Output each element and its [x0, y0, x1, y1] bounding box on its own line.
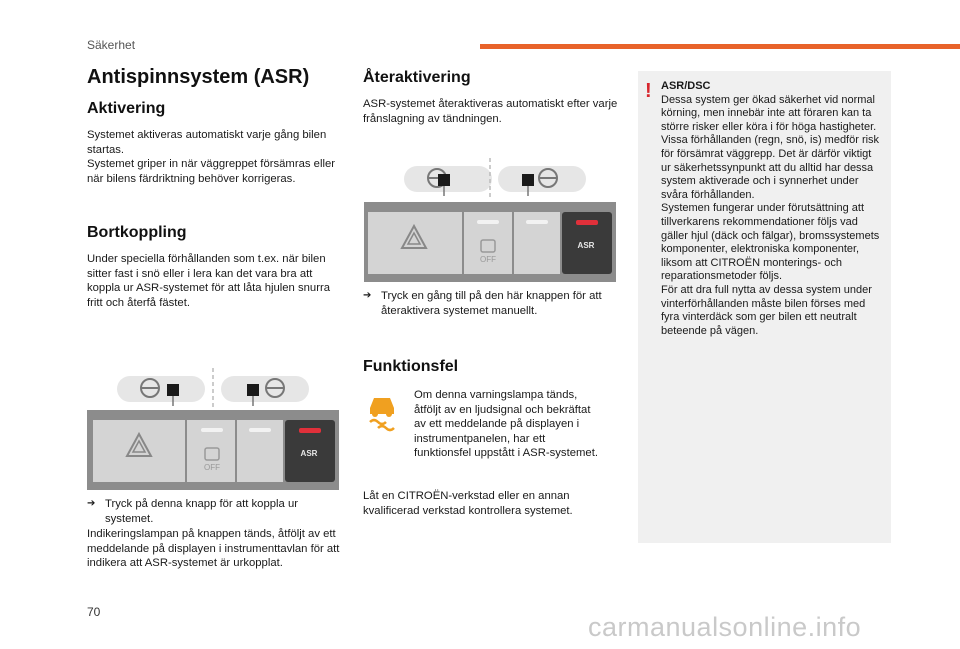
asr-indicator-lamp — [299, 428, 321, 433]
header-accent-bar — [480, 44, 960, 49]
disabling-heading: Bortkoppling — [87, 224, 187, 241]
asr-indicator-lamp — [576, 220, 598, 225]
activation-heading: Aktivering — [87, 100, 166, 117]
asr-button-illustration-on — [364, 158, 616, 282]
off-label: OFF — [480, 255, 496, 264]
watermark: carmanualsonline.info — [588, 612, 862, 642]
warning-note — [661, 80, 883, 338]
disabling-after-text: Indikeringslampan på knappen tänds, åtföljt av ett meddelande på displayen i instrumenttavlan för att indikera att ASR-systemet är urkopplat. — [87, 528, 340, 569]
disabling-bullet — [87, 497, 345, 526]
disabling-text: Under speciella förhållanden som t.ex. när bilen sitter fast i snö eller i lera kan det vara bra att koppla ur ASR-systemet för att låta hjulen snurra fritt och återfå fästet. — [87, 253, 330, 309]
steering-wheel-icon — [117, 376, 205, 406]
reactivation-text: ASR-systemet återaktiveras automatiskt efter varje frånslagning av tändningen. — [363, 98, 618, 125]
page-title: Antispinnsystem (ASR) — [87, 66, 310, 88]
reactivation-heading: Återaktivering — [363, 69, 471, 86]
activation-line-2: Systemet griper in när väggreppet försämras eller när bilens färdriktning behöver korrigeras. — [87, 158, 336, 185]
steering-wheel-icon — [404, 166, 492, 196]
activation-line-1: Systemet aktiveras automatiskt varje gång bilen startas. — [87, 129, 327, 156]
malfunction-heading: Funktionsfel — [363, 358, 459, 375]
asr-button-illustration-off — [87, 368, 339, 490]
asr-label: ASR — [577, 241, 595, 250]
warning-exclamation-icon: ! — [645, 80, 652, 102]
steering-wheel-icon — [498, 166, 586, 196]
asr-label: ASR — [300, 449, 318, 458]
malfunction-after-text: Låt en CITROËN-verkstad eller en annan kvalificerad verkstad kontrollera systemet. — [363, 490, 573, 517]
bullet-arrow-icon: ➔ — [87, 498, 96, 509]
reactivation-bullet-text: Tryck en gång till på den här knappen för att återaktivera systemet manuellt. — [381, 290, 602, 317]
page-number: 70 — [87, 605, 101, 619]
section-label: Säkerhet — [87, 38, 136, 52]
steering-wheel-icon — [221, 376, 309, 406]
traction-warning-lamp-icon — [364, 394, 400, 432]
note-title: ASR/DSC — [661, 80, 711, 92]
off-label: OFF — [204, 463, 220, 472]
activation-text — [87, 128, 342, 186]
reactivation-bullet — [363, 289, 619, 318]
bullet-arrow-icon: ➔ — [363, 290, 372, 301]
note-text: Dessa system ger ökad säkerhet vid normal körning, men innebär inte att föraren kan ta större risker eller köra i för höga hastigheter. Vissa förhållanden (regn, snö, is) medför risk för försämrat väggrepp. Det är därför viktigt ur säkerhetssynpunkt att du alltid har dessa system aktiverade och i synnerhet under svåra förhållanden. Systemen fungerar under förutsättning att tillverkarens rekommendationer följs vad gäller hjul (däck och fälgar), bromssystemets komponenter, elektroniska komponenter, liksom att CITROËN monterings- och reparationsmetoder följs. För att dra full nytta av dessa system under vinterförhållanden måste bilen förses med fyra vinterdäck som ger bilen ett neutralt beteende på vägen. — [661, 93, 880, 337]
disabling-bullet-text: Tryck på denna knapp för att koppla ur systemet. — [105, 498, 298, 525]
malfunction-text: Om denna varningslampa tänds, åtföljt av en ljudsignal och bekräftat av ett meddelande på displayen i instrumentpanelen, har ett funktionsfel uppstått i ASR-systemet. — [414, 389, 598, 459]
